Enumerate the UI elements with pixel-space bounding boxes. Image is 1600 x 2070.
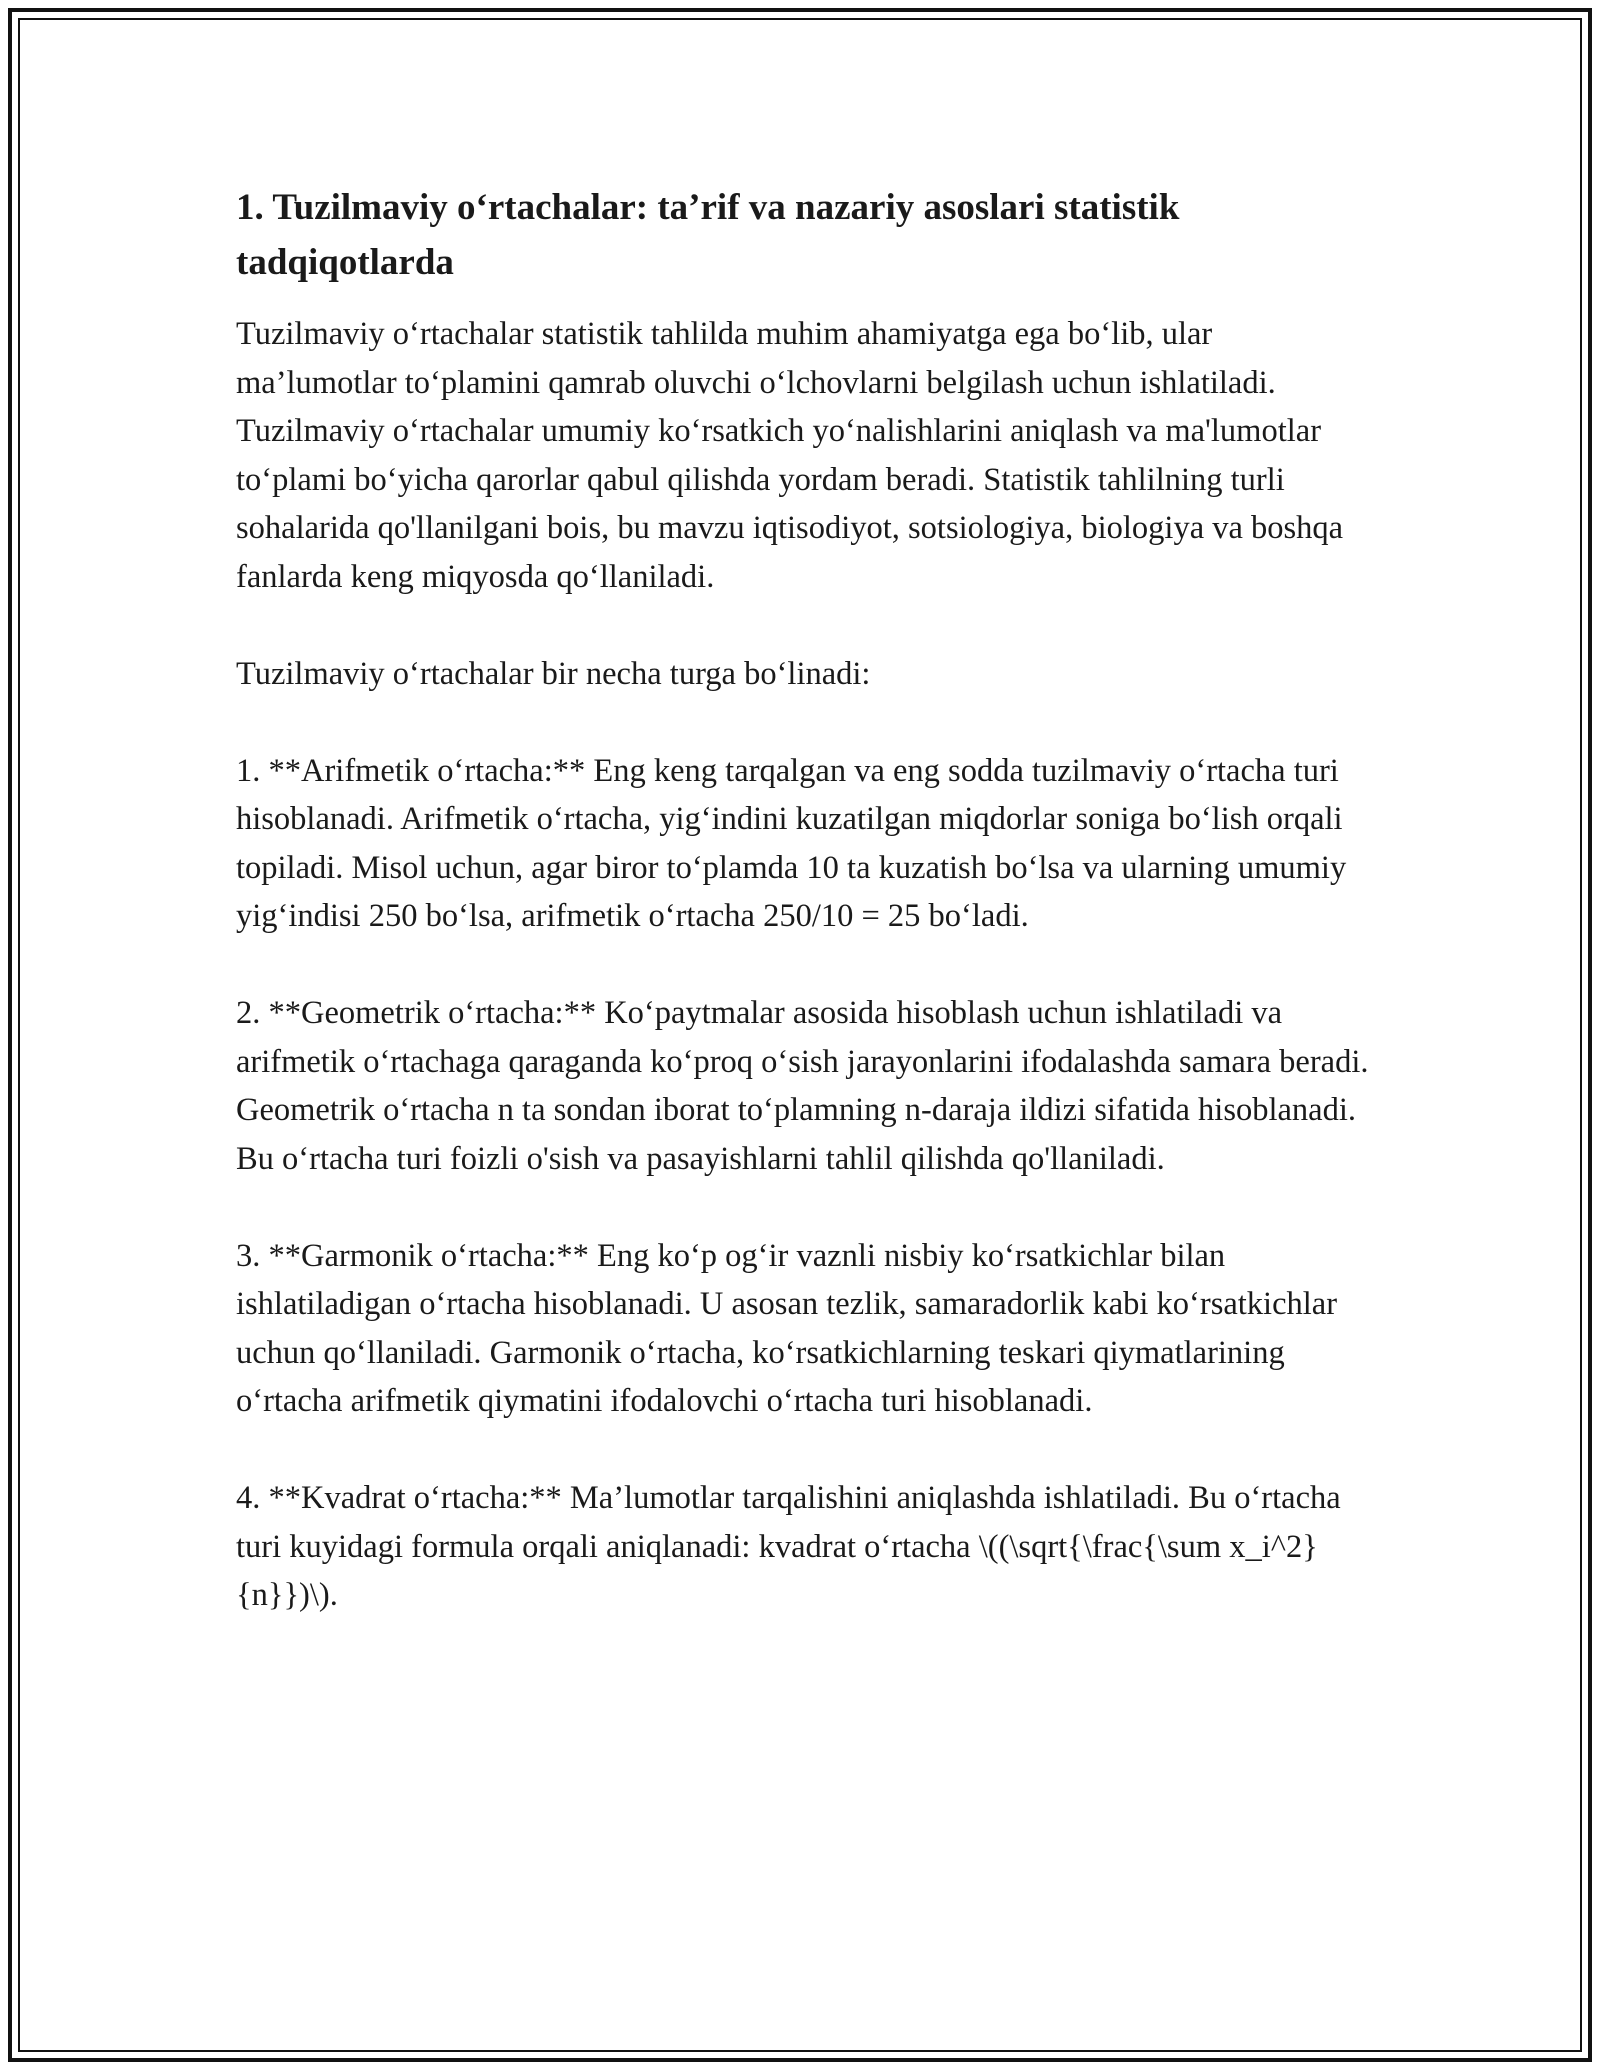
arithmetic-mean-paragraph: 1. **Arifmetik o‘rtacha:** Eng keng tarqalgan va eng sodda tuzilmaviy o‘rtacha turi hisoblanadi. Arifmetik o‘rtacha, yig‘indini kuzatilgan miqdorlar soniga bo‘lish orqali topiladi. Misol uchun, agar biror to‘plamda 10 ta kuzatish bo‘lsa va ularning umumiy yig‘indisi 250 bo‘lsa, arifmetik o‘rtacha 250/10 = 25 bo‘ladi. xyxy=(236,752,1347,934)
harmonic-mean-paragraph: 3. **Garmonik o‘rtacha:** Eng ko‘p og‘ir vaznli nisbiy ko‘rsatkichlar bilan ishlatiladigan o‘rtacha hisoblanadi. U asosan tezlik, samaradorlik kabi ko‘rsatkichlar uchun qo‘llaniladi. Garmonik o‘rtacha, ko‘rsatkichlarning teskari qiymatlarining o‘rtacha arifmetik qiymatini ifodalovchi o‘rtacha turi hisoblanadi. xyxy=(236,1237,1338,1419)
geometric-mean-paragraph: 2. **Geometrik o‘rtacha:** Ko‘paytmalar asosida hisoblash uchun ishlatiladi va arifmetik o‘rtachaga qaraganda ko‘proq o‘sish jarayonlarini ifodalashda samara beradi. Geometrik o‘rtacha n ta sondan iborat to‘plamning n-daraja ildizi sifatida hisoblanadi. Bu o‘rtacha turi foizli o'sish va pasayishlarni tahlil qilishda qo'llaniladi. xyxy=(236,995,1369,1177)
document-title: 1. Tuzilmaviy o‘rtachalar: ta’rif va nazariy asoslari statistik tadqiqotlarda xyxy=(236,187,1180,283)
intro-paragraph: Tuzilmaviy o‘rtachalar statistik tahlilda muhim ahamiyatga ega bo‘lib, ular ma’lumotlar to‘plamini qamrab oluvchi o‘lchovlarni belgilash uchun ishlatiladi. Tuzilmaviy o‘rtachalar umumiy ko‘rsatkich yo‘nalishlarini aniqlash va ma'lumotlar to‘plami bo‘yicha qarorlar qabul qilishda yordam beradi. Statistik tahlilning turli sohalarida qo'llanilgani bois, bu mavzu iqtisodiyot, sotsiologiya, biologiya va boshqa fanlarda keng miqyosda qo‘llaniladi. xyxy=(236,316,1344,595)
types-intro-paragraph: Tuzilmaviy o‘rtachalar bir necha turga bo‘linadi: xyxy=(236,655,871,692)
quadratic-mean-paragraph: 4. **Kvadrat o‘rtacha:** Ma’lumotlar tarqalishini aniqlashda ishlatiladi. Bu o‘rtacha turi kuyidagi formula orqali aniqlanadi: kvadrat o‘rtacha \((\sqrt{\frac{\sum x_i^2}{n}})\). xyxy=(236,1480,1341,1613)
document-body xyxy=(236,180,1376,1668)
